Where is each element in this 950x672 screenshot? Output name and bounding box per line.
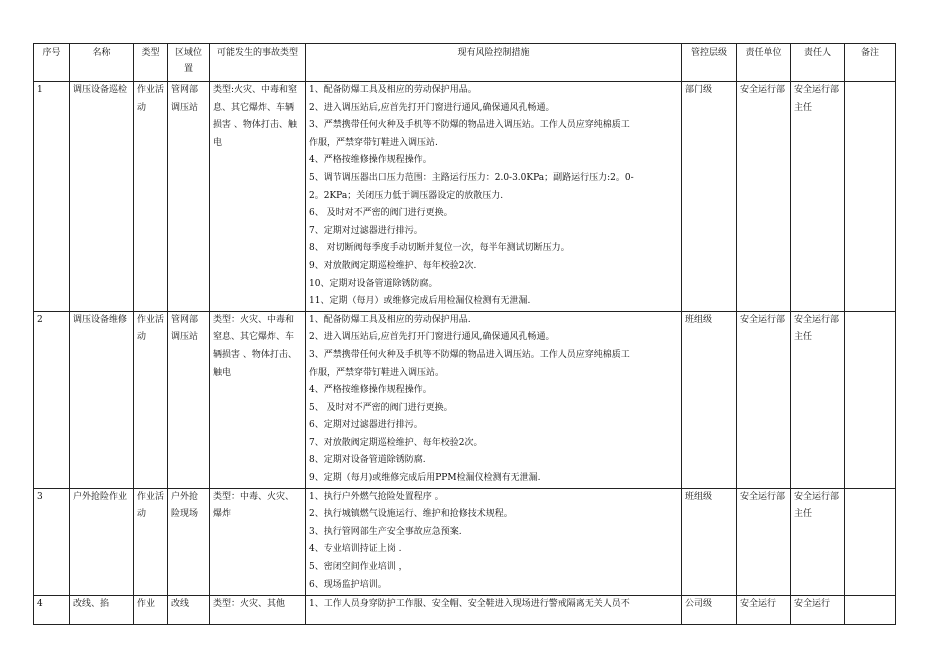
cell-responsible-unit: 安全运行部 [737, 311, 791, 488]
cell-control-level: 公司级 [682, 595, 737, 624]
cell-name: 调压设备巡检 [70, 82, 134, 312]
cell-area: 管网部调压站 [168, 311, 210, 488]
cell-control-level: 班组级 [682, 488, 737, 595]
measure-line: 6、 及时对不严密的阀门进行更换。 [309, 208, 453, 219]
cell-accident-type: 类型：中毒、火灾、爆炸 [210, 488, 306, 595]
measure-line: 作服，严禁穿带钉鞋进入调压站。 [309, 367, 445, 378]
measure-line: 3、严禁携带任何火种及手机等不防爆的物品进入调压站。工作人员应穿纯棉质工 [309, 349, 630, 360]
header-remark: 备注 [845, 44, 896, 82]
cell-name: 户外抢险作业 [70, 488, 134, 595]
cell-responsible-person: 安全运行 [791, 595, 845, 624]
cell-measures [306, 311, 682, 488]
table-row [34, 488, 896, 595]
measure-line: 1、配备防爆工具及相应的劳动保护用品。 [309, 85, 477, 95]
cell-accident-type: 类型：火灾、中毒和窒息、其它爆炸、车辆损害 、物体打击、触电 [210, 311, 306, 488]
measure-line: 8、 对切断阀每季度手动切断并复位一次，每半年测试切断压力。 [309, 243, 570, 254]
measure-line: 5、密闭空间作业培训 ， [309, 562, 408, 573]
measure-line: 5、 及时对不严密的阀门进行更换。 [309, 402, 453, 413]
measure-line: 2、执行城镇燃气设施运行、维护和抢修技术规程。 [309, 509, 513, 520]
cell-area: 改线 [168, 595, 210, 624]
measure-line: 3、执行管网部生产安全事故应急预案. [309, 526, 462, 537]
measure-line: 10、定期对设备管道除锈防腐。 [309, 278, 438, 289]
measure-line: 8、定期对设备管道除锈防腐. [309, 455, 426, 466]
cell-seq: 1 [34, 82, 70, 312]
cell-responsible-unit: 安全运行 [737, 595, 791, 624]
measure-line: 2、进入调压站后,应首先打开门窗进行通风,确保通风孔畅通。 [309, 332, 555, 343]
cell-area: 管网部调压站 [168, 82, 210, 312]
measure-line: 2、进入调压站后,应首先打开门窗进行通风,确保通风孔畅通。 [309, 102, 555, 113]
header-responsible-person: 责任人 [791, 44, 845, 82]
measure-line: 1、执行户外燃气抢险处置程序 。 [309, 491, 444, 502]
measure-line: 9、定期（每月)或维修完成后用PPM检漏仪检测有无泄漏. [309, 473, 541, 484]
measure-line: 3、严禁携带任何火种及手机等不防爆的物品进入调压站。工作人员应穿纯棉质工 [309, 120, 630, 131]
cell-seq: 2 [34, 311, 70, 488]
header-seq: 序号 [34, 44, 70, 82]
measure-line: 5、调节调压器出口压力范围：主路运行压力：2.0-3.0KPa；副路运行压力:2。0- [309, 172, 634, 183]
cell-responsible-person: 安全运行部主任 [791, 311, 845, 488]
header-control-level: 管控层级 [682, 44, 737, 82]
header-area: 区域位置 [168, 44, 210, 82]
measure-line: 1、配备防爆工具及相应的劳动保护用品. [309, 314, 471, 325]
table-header-row [34, 44, 896, 82]
cell-seq: 3 [34, 488, 70, 595]
measure-line: 4、专业培训持证上岗 . [309, 544, 402, 555]
cell-type: 作业活动 [134, 488, 168, 595]
cell-type: 作业 [134, 595, 168, 624]
header-accident-type: 可能发生的事故类型 [210, 44, 306, 82]
header-type: 类型 [134, 44, 168, 82]
measure-line: 作服，严禁穿带钉鞋进入调压站. [309, 137, 438, 148]
measure-line: 7、定期对过滤器进行排污。 [309, 225, 423, 236]
cell-type: 作业活动 [134, 311, 168, 488]
cell-measures [306, 488, 682, 595]
cell-seq: 4 [34, 595, 70, 624]
header-measures: 现有风险控制措施 [306, 44, 682, 82]
measure-line: 6、定期对过滤器进行排污。 [309, 420, 423, 431]
measure-line: 4、严格按维修操作规程操作。 [309, 385, 432, 396]
cell-measures [306, 595, 682, 624]
table-row [34, 311, 896, 488]
measure-line: 9、对放散阀定期巡检维护、每年校验2次. [309, 260, 477, 271]
cell-remark [845, 595, 896, 624]
cell-type: 作业活动 [134, 82, 168, 312]
cell-name: 调压设备维修 [70, 311, 134, 488]
cell-control-level: 班组级 [682, 311, 737, 488]
cell-remark [845, 82, 896, 312]
cell-responsible-person: 安全运行部主任 [791, 82, 845, 312]
table-row [34, 595, 896, 624]
cell-remark [845, 488, 896, 595]
cell-accident-type: 类型：火灾、其他 [210, 595, 306, 624]
cell-responsible-unit: 安全运行部 [737, 488, 791, 595]
measure-line: 4、严格按维修操作规程操作。 [309, 155, 432, 166]
cell-responsible-unit: 安全运行部 [737, 82, 791, 312]
table-row [34, 82, 896, 312]
risk-control-table [33, 43, 896, 625]
measure-line: 2。2KPa；关闭压力低于调压器设定的放散压力. [309, 190, 504, 201]
cell-area: 户外抢险现场 [168, 488, 210, 595]
header-name: 名称 [70, 44, 134, 82]
cell-remark [845, 311, 896, 488]
measure-line: 6、现场监护培训。 [309, 579, 387, 590]
measure-line: 11、定期（每月）或维修完成后用检漏仪检测有无泄漏. [309, 296, 531, 307]
cell-name: 改线、掐 [70, 595, 134, 624]
measure-line: 7、对放散阀定期巡检维护、每年校验2次。 [309, 437, 483, 448]
cell-responsible-person: 安全运行部主任 [791, 488, 845, 595]
header-responsible-unit: 责任单位 [737, 44, 791, 82]
cell-accident-type: 类型:火灾、中毒和窒息、其它爆炸、车辆损害 、物体打击、触电 [210, 82, 306, 312]
cell-control-level: 部门级 [682, 82, 737, 312]
cell-measures [306, 82, 682, 312]
measure-line: 1、工作人员身穿防护工作服、安全帽、安全鞋进入现场进行警戒隔离无关人员不 [309, 598, 630, 609]
